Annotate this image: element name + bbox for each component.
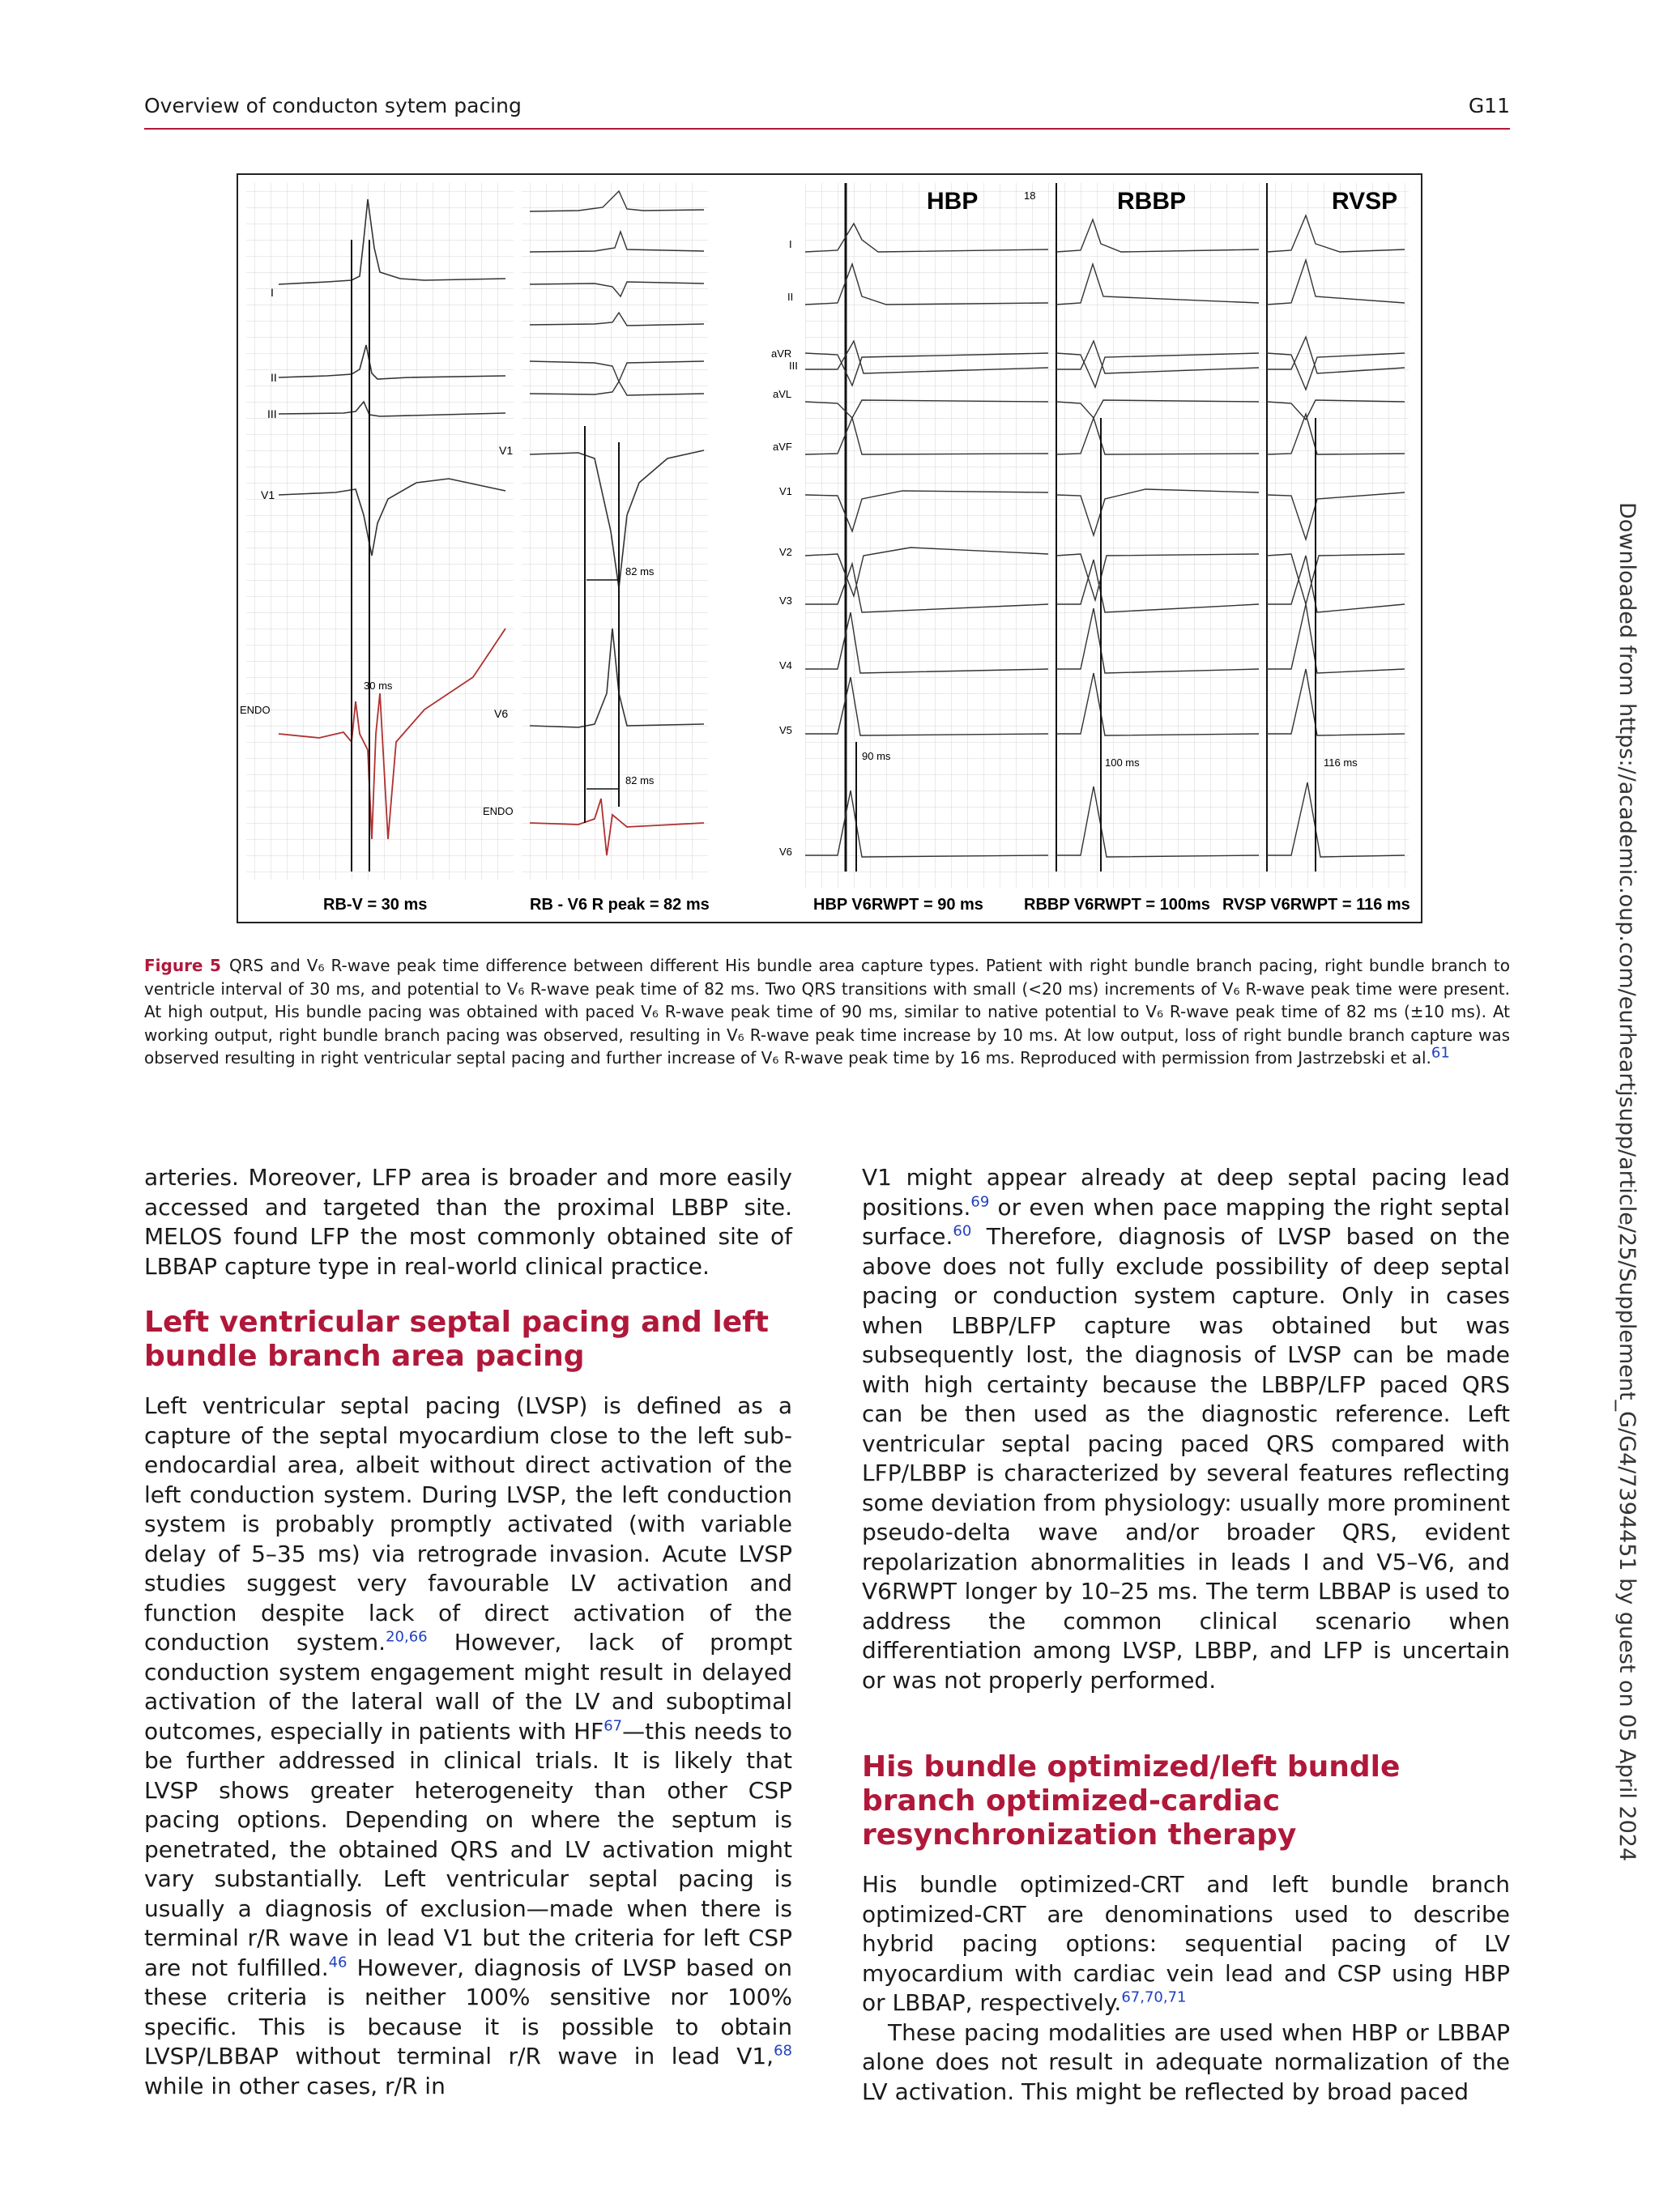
- grid-left: [246, 183, 514, 880]
- lead-label-right-v6: V6: [779, 846, 792, 858]
- right-paragraph-2: [862, 1870, 1510, 2018]
- lead-label-right-ii: II: [787, 291, 794, 303]
- right-p1-part-c: Therefore, diagnosis of LVSP based on the above does not fully exclude possibility of deep septal pacing or conduction system capture. Only in cases when LBBP/LFP capture was obtained but was subsequently lost, the diagnosis of LVSP can be made with high certainty because the LBBP/LFP paced QRS can be then used as the diagnostic reference. Left ventricular septal pacing paced QRS compared with LFP/LBBP is characterized by several features reflecting some deviation from physiology: usually more prominent pseudo-delta wave and/or broader QRS, evident repolarization abnormalities in leads I and V5–V6, and V6RWPT longer by 10–25 ms. The term LBBAP is used to address the common clinical scenario when differentiation among LVSP, LBBP, and LFP is uncertain or was not properly performed.: [862, 1223, 1510, 1694]
- lead-label-right-avl: aVL: [773, 388, 792, 400]
- header-rvsp: RVSP: [1332, 188, 1398, 215]
- lead-label-left-iii: III: [267, 407, 277, 420]
- header-rbbp: RBBP: [1117, 188, 1187, 215]
- section-heading-lvsp: Left ventricular septal pacing and left bundle branch area pacing: [144, 1306, 769, 1373]
- lead-label-right-v4: V4: [779, 659, 792, 671]
- right-paragraph-1: [862, 1163, 1510, 1695]
- right-p2-text: His bundle optimized-CRT and left bundle branch optimized-CRT are denominations used to describe hybrid pacing options: sequential pacing of LV myocardium with cardiac vein lead and CSP using HBP or LBBAP, respectively.: [862, 1871, 1510, 2016]
- caption-ref[interactable]: 61: [1431, 1044, 1450, 1062]
- right-column: [862, 1163, 1510, 2107]
- measure-100ms: 100 ms: [1105, 757, 1140, 769]
- bottom-label-rvsp: RVSP V6RWPT = 116 ms: [1222, 896, 1410, 914]
- running-head-title: Overview of conducton sytem pacing: [144, 94, 522, 117]
- lead-label-right-avf: aVF: [773, 441, 792, 453]
- lead-label-mid-v6: V6: [494, 707, 509, 720]
- ref-69[interactable]: 69: [970, 1193, 990, 1211]
- lead-label-mid-v1: V1: [499, 444, 514, 457]
- panel-corner-number: 18: [1024, 190, 1036, 202]
- lead-label-left-i: I: [271, 286, 274, 299]
- figure-caption: [144, 954, 1510, 1070]
- figure-5-ecg-panel: [237, 173, 1422, 923]
- left-p2-part-c: —this needs to be further addressed in clinical trials. It is likely that LVSP shows greater heterogeneity than other CSP pacing options. Depending on where the septum is penetrated, the obtained QRS and LV activation might vary substantially. Left ventricular septal pacing is usually a diagnosis of exclusion—made when there is terminal r/R wave in lead V1 but the criteria for left CSP are not fulfilled.: [144, 1717, 793, 1981]
- ref-60[interactable]: 60: [953, 1222, 972, 1240]
- lead-label-left-v1: V1: [261, 488, 275, 501]
- left-p2-part-b: However, lack of prompt conduction system engagement might result in delayed activation of the lateral wall of the LV and suboptimal outcomes, especially in patients with HF: [144, 1629, 792, 1745]
- left-paragraph-1: arteries. Moreover, LFP area is broader and more easily accessed and targeted than the proximal LBBP site. MELOS found LFP the most commonly obtained site of LBBAP capture type in real-world clinical practice.: [144, 1164, 792, 1280]
- left-p2-part-a: Left ventricular septal pacing (LVSP) is defined as a capture of the septal myocardium close to the left sub-endocardial area, albeit without direct activation of the left conduction system. During LVSP, the left conduction system is probably promptly activated (with variable delay of 5–35 ms) via retrograde invasion. Acute LVSP studies suggest very favourable LV activation and function despite lack of direct activation of the conduction system.: [144, 1392, 792, 1656]
- ref-67[interactable]: 67: [603, 1717, 623, 1735]
- section-heading-crt: His bundle optimized/left bundle branch optimized-cardiac resynchronization therapy: [862, 1750, 1401, 1852]
- download-side-note: [1612, 502, 1644, 1862]
- lead-label-right-v2: V2: [779, 546, 792, 558]
- measure-82ms-b: 82 ms: [625, 774, 655, 786]
- download-note-text: Downloaded from https://academic.oup.com/eurheartjsupp/article/25/Supplement_G/G4/7394451 by guest on 05 April 2024: [1614, 502, 1640, 1862]
- bottom-label-rbbp: RBBP V6RWPT = 100ms: [1024, 896, 1210, 914]
- right-p1-part-b: or even when pace mapping the right septal surface.: [862, 1193, 1510, 1250]
- ref-46[interactable]: 46: [328, 1954, 348, 1971]
- grid-right: [805, 183, 1409, 888]
- lead-label-mid-endo: ENDO: [483, 805, 514, 817]
- caption-text: QRS and V₆ R-wave peak time difference between different His bundle area capture types. Patient with right bundle branch pacing, right bundle branch to ventricle interval of 30 ms, and potential to V₆ R-wave peak time of 82 ms. Two QRS transitions with small (<20 ms) increments of V₆ R-wave peak time were present. At high output, His bundle pacing was obtained with paced V₆ R-wave peak time of 90 ms, similar to native potential to V₆ R-wave peak time of 82 ms (±10 ms). At working output, right bundle branch pacing was observed, resulting in V₆ R-wave peak time increase by 10 ms. At low output, loss of right bundle branch capture was observed resulting in right ventricular septal pacing and further increase of V₆ R-wave peak time by 16 ms. Reproduced with permission from Jastrzebski et al.: [144, 956, 1510, 1068]
- lead-label-right-iii: III: [789, 360, 798, 372]
- ref-68[interactable]: 68: [774, 2042, 792, 2060]
- left-p2-part-e: while in other cases, r/R in: [144, 2072, 446, 2099]
- lead-label-right-v1: V1: [779, 485, 792, 497]
- left-p2-part-d: However, diagnosis of LVSP based on these criteria is neither 100% sensitive nor 100% specific. This is because it is possible to obtain LVSP/LBBAP without terminal r/R wave in lead V1,: [144, 1954, 792, 2069]
- measure-116ms: 116 ms: [1324, 757, 1358, 769]
- left-column: [144, 1163, 792, 2101]
- running-head: [144, 91, 1510, 130]
- lead-label-right-v3: V3: [779, 595, 792, 607]
- left-paragraph-2: [144, 1392, 792, 2101]
- lead-label-left-endo: ENDO: [240, 704, 271, 716]
- bottom-label-rbv: RB-V = 30 ms: [323, 896, 428, 914]
- header-hbp: HBP: [927, 188, 979, 215]
- figure-label: Figure 5: [144, 956, 221, 975]
- lead-label-right-avr: aVR: [771, 347, 792, 360]
- measure-90ms: 90 ms: [862, 750, 891, 762]
- right-paragraph-3: These pacing modalities are used when HBP or LBBAP alone does not result in adequate normalization of the LV activation. This might be reflected by broad paced: [862, 2018, 1510, 2105]
- bottom-label-hbp: HBP V6RWPT = 90 ms: [813, 896, 983, 914]
- grid-middle: [522, 183, 708, 880]
- lead-label-right-v5: V5: [779, 724, 792, 736]
- ref-67-70-71[interactable]: 67,70,71: [1121, 1988, 1187, 2006]
- lead-label-right-i: I: [789, 238, 792, 250]
- measure-30ms: 30 ms: [364, 680, 393, 692]
- page-number: G11: [1468, 94, 1510, 117]
- ref-20-66[interactable]: 20,66: [386, 1628, 428, 1646]
- bottom-label-rb-v6: RB - V6 R peak = 82 ms: [530, 896, 710, 914]
- measure-82ms-a: 82 ms: [625, 565, 655, 578]
- right-p1-part-a: V1 might appear already at deep septal pacing lead positions.: [862, 1164, 1510, 1221]
- lead-label-left-ii: II: [271, 371, 277, 384]
